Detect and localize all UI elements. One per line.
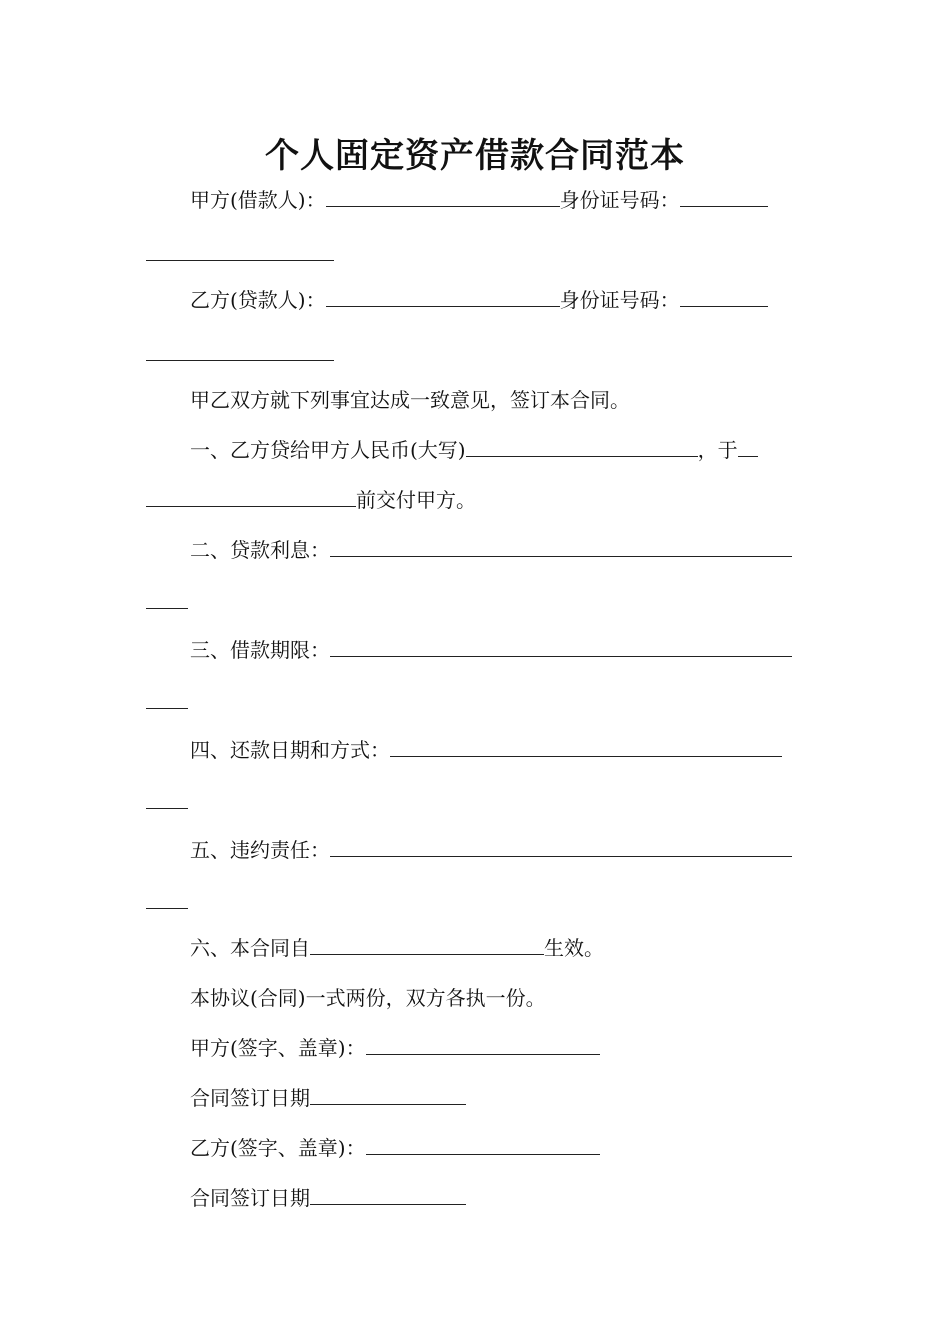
- loan-term-blank[interactable]: [330, 636, 792, 657]
- delivery-date-blank[interactable]: [738, 436, 758, 457]
- party-a-id-blank[interactable]: [680, 186, 768, 207]
- liability-blank-continued[interactable]: [146, 908, 188, 909]
- sign-a-label: 甲方(签字、盖章)：: [190, 1036, 366, 1060]
- party-b-id-blank-continued[interactable]: [146, 360, 334, 361]
- date-b-label: 合同签订日期: [190, 1186, 310, 1210]
- page-title: 个人固定资产借款合同范本: [265, 136, 685, 176]
- party-b-id-label: 身份证号码：: [559, 288, 680, 312]
- copies-text: 本协议(合同)一式两份，双方各执一份。: [190, 986, 546, 1010]
- sign-a-line: [190, 1034, 600, 1062]
- effective-date-blank[interactable]: [310, 934, 544, 955]
- clause-6-line: [190, 934, 604, 962]
- clause-2-line: [190, 536, 792, 564]
- party-b-label: 乙方(贷款人)：: [190, 288, 326, 312]
- repayment-blank[interactable]: [390, 736, 782, 757]
- date-a-label: 合同签订日期: [190, 1086, 310, 1110]
- sign-b-label: 乙方(签字、盖章)：: [190, 1136, 366, 1160]
- party-a-label: 甲方(借款人)：: [190, 188, 326, 212]
- party-a-line: [190, 186, 768, 214]
- clause-1-line: [190, 436, 758, 464]
- clause-3-line: [190, 636, 792, 664]
- sign-b-line: [190, 1134, 600, 1162]
- amount-blank[interactable]: [466, 436, 698, 457]
- clause-6-end: 生效。: [544, 936, 604, 960]
- clause-4-label: 四、还款日期和方式：: [190, 738, 390, 762]
- party-a-name-blank[interactable]: [326, 186, 560, 207]
- intro-text: 甲乙双方就下列事宜达成一致意见，签订本合同。: [190, 388, 630, 412]
- clause-2-label: 二、贷款利息：: [190, 538, 330, 562]
- date-b-line: [190, 1184, 466, 1212]
- party-b-line: [190, 286, 768, 314]
- interest-blank-continued[interactable]: [146, 608, 188, 609]
- clause-1-end: 前交付甲方。: [356, 488, 476, 512]
- delivery-date-blank-continued[interactable]: [146, 486, 356, 507]
- date-a-line: [190, 1084, 466, 1112]
- party-a-id-blank-continued[interactable]: [146, 260, 334, 261]
- repayment-blank-continued[interactable]: [146, 808, 188, 809]
- party-a-id-label: 身份证号码：: [559, 188, 680, 212]
- party-b-name-blank[interactable]: [326, 286, 560, 307]
- clause-5-label: 五、违约责任：: [190, 838, 330, 862]
- sign-b-blank[interactable]: [366, 1134, 600, 1155]
- party-b-id-blank[interactable]: [680, 286, 768, 307]
- clause-6-text: 六、本合同自: [190, 936, 310, 960]
- date-b-blank[interactable]: [310, 1184, 466, 1205]
- clause-1-mid: ，于: [697, 438, 738, 462]
- clause-5-line: [190, 836, 792, 864]
- clause-1-text: 一、乙方贷给甲方人民币(大写): [190, 438, 466, 462]
- clause-1-continued: [146, 486, 476, 514]
- interest-blank[interactable]: [330, 536, 792, 557]
- clause-4-line: [190, 736, 782, 764]
- loan-term-blank-continued[interactable]: [146, 708, 188, 709]
- clause-3-label: 三、借款期限：: [190, 638, 330, 662]
- date-a-blank[interactable]: [310, 1084, 466, 1105]
- liability-blank[interactable]: [330, 836, 792, 857]
- sign-a-blank[interactable]: [366, 1034, 600, 1055]
